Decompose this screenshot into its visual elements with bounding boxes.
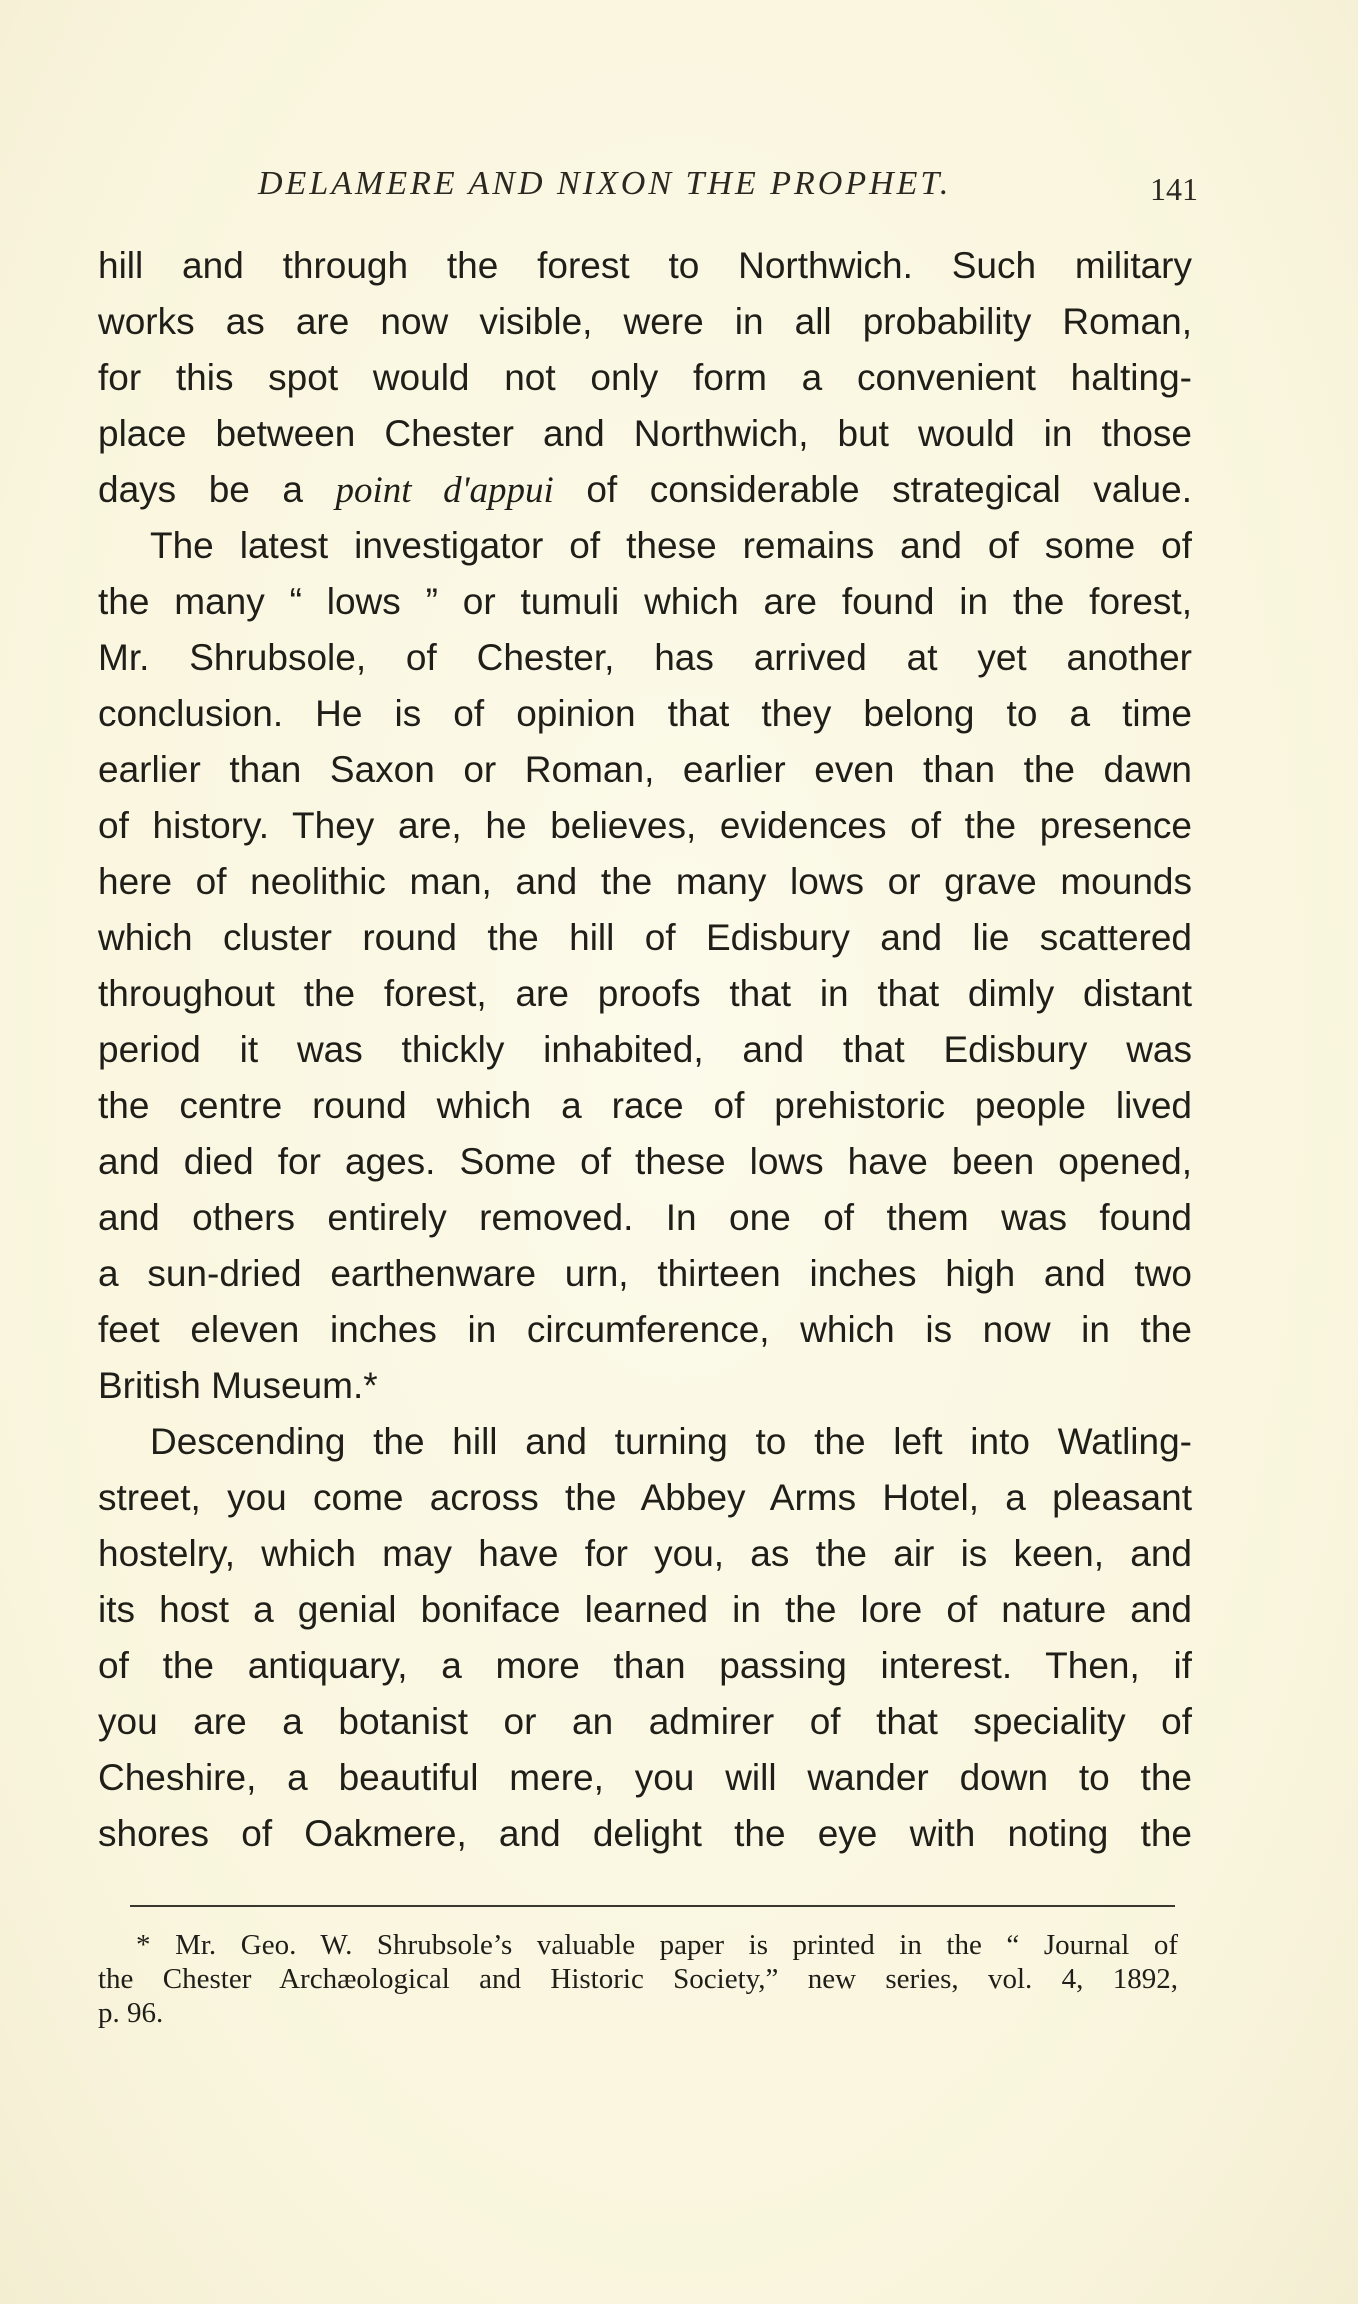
text-line: hostelry, which may have for you, as the air is keen, and bbox=[98, 1533, 1192, 1574]
text-line: British Museum.* bbox=[98, 1365, 378, 1406]
text-line: place between Chester and Northwich, but would in those bbox=[98, 413, 1192, 454]
text-line: Mr. Shrubsole, of Chester, has arrived at yet another bbox=[98, 637, 1192, 678]
text-line: Cheshire, a beautiful mere, you will wander down to the bbox=[98, 1757, 1192, 1798]
page-number: 141 bbox=[1150, 171, 1198, 207]
text-line: the many “ lows ” or tumuli which are found in the forest, bbox=[98, 581, 1192, 622]
text-line: and others entirely removed. In one of them was found bbox=[98, 1197, 1192, 1238]
footnote-line: p. 96. bbox=[98, 1997, 164, 2029]
text-line: feet eleven inches in circumference, which is now in the bbox=[98, 1309, 1192, 1350]
text-line: hill and through the forest to Northwich. Such military bbox=[98, 245, 1192, 286]
body-text bbox=[98, 238, 1192, 1862]
footnote-line: * Mr. Geo. W. Shrubsole’s valuable paper is printed in the “ Journal of bbox=[136, 1929, 1178, 1961]
page-header bbox=[98, 165, 1198, 213]
footnote bbox=[98, 1928, 1178, 2030]
text-line bbox=[98, 462, 1192, 518]
text-line: Descending the hill and turning to the left into Watling- bbox=[150, 1421, 1192, 1462]
text-line: throughout the forest, are proofs that in that dimly distant bbox=[98, 973, 1192, 1014]
text-line: street, you come across the Abbey Arms Hotel, a pleasant bbox=[98, 1477, 1192, 1518]
text-line: shores of Oakmere, and delight the eye with noting the bbox=[98, 1813, 1192, 1854]
italic-phrase: point d'appui bbox=[335, 470, 554, 511]
text-line: of the antiquary, a more than passing interest. Then, if bbox=[98, 1645, 1192, 1686]
text-segment: days be a bbox=[98, 469, 303, 510]
text-line: the centre round which a race of prehistoric people lived bbox=[98, 1085, 1192, 1126]
text-line: earlier than Saxon or Roman, earlier even than the dawn bbox=[98, 749, 1192, 790]
text-line: works as are now visible, were in all probability Roman, bbox=[98, 301, 1192, 342]
text-segment: of considerable strategical value. bbox=[586, 469, 1192, 510]
text-line: for this spot would not only form a convenient halting- bbox=[98, 357, 1192, 398]
text-line: conclusion. He is of opinion that they belong to a time bbox=[98, 693, 1192, 734]
text-line: and died for ages. Some of these lows have been opened, bbox=[98, 1141, 1192, 1182]
running-title: DELAMERE AND NIXON THE PROPHET. bbox=[258, 165, 952, 202]
text-line: you are a botanist or an admirer of that speciality of bbox=[98, 1701, 1192, 1742]
text-line: period it was thickly inhabited, and that Edisbury was bbox=[98, 1029, 1192, 1070]
text-line: a sun-dried earthenware urn, thirteen inches high and two bbox=[98, 1253, 1192, 1294]
text-line: its host a genial boniface learned in the lore of nature and bbox=[98, 1589, 1192, 1630]
footnote-line: the Chester Archæological and Historic Society,” new series, vol. 4, 1892, bbox=[98, 1963, 1178, 1995]
text-line: The latest investigator of these remains and of some of bbox=[150, 525, 1192, 566]
text-line: here of neolithic man, and the many lows or grave mounds bbox=[98, 861, 1192, 902]
text-line: of history. They are, he believes, evidences of the presence bbox=[98, 805, 1192, 846]
footnote-rule bbox=[130, 1905, 1175, 1907]
text-line: which cluster round the hill of Edisbury and lie scattered bbox=[98, 917, 1192, 958]
